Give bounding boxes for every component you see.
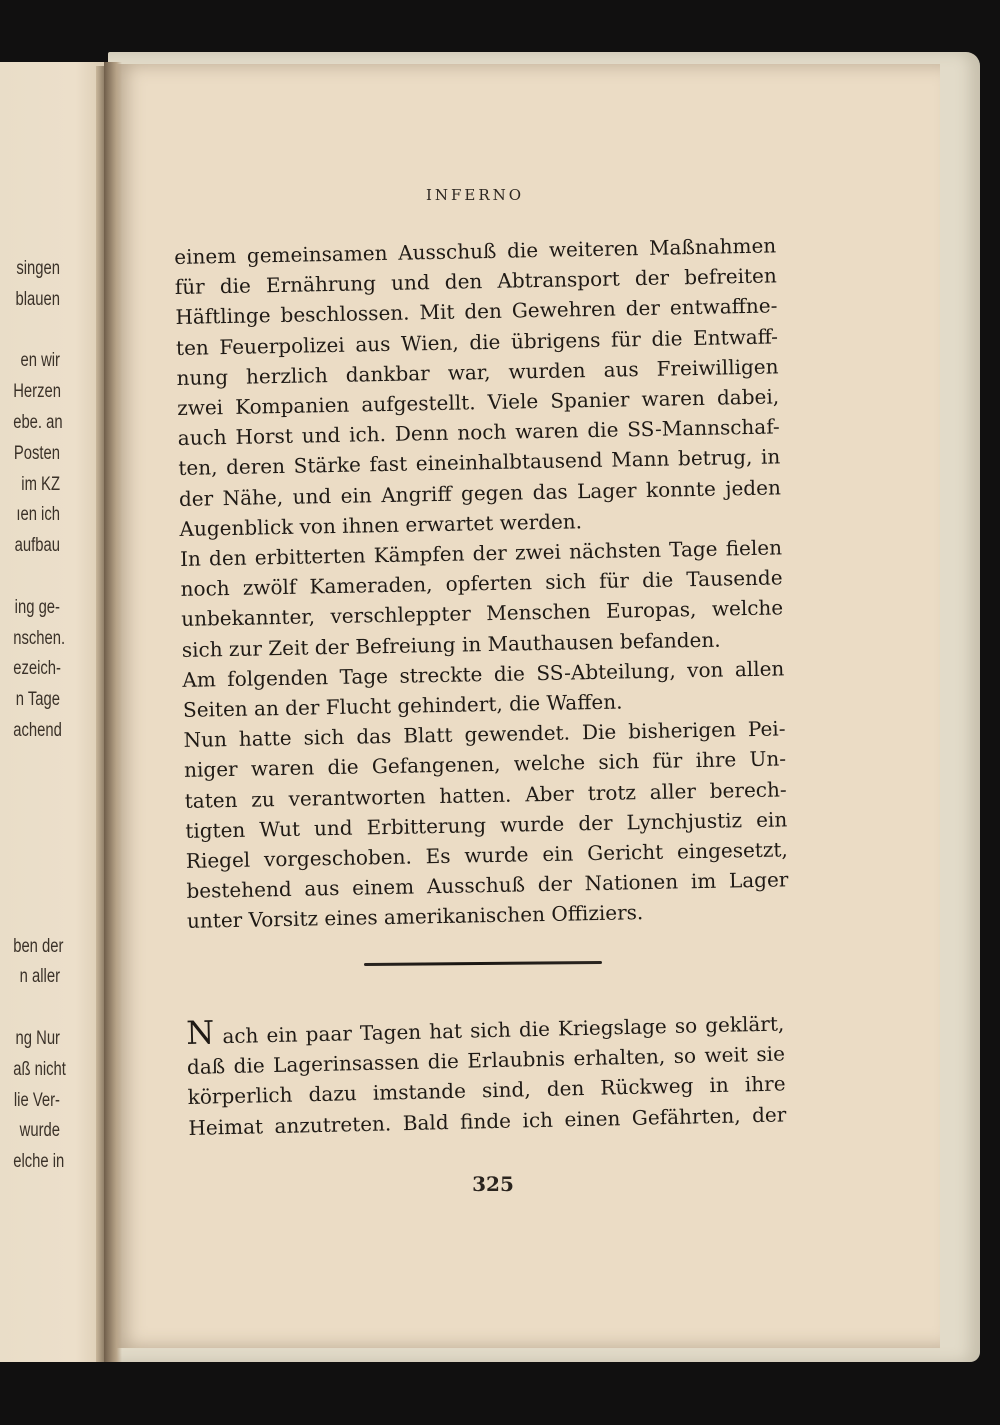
- text-line: tigten Wut und Erbitterung wurde der Lynchjustiz ein: [185, 807, 788, 843]
- left-page-line: ng Nur: [15, 1028, 61, 1049]
- left-page-line: Posten: [13, 442, 61, 464]
- text-line: sich zur Zeit der Befreiung in Mauthausen befanden.: [181, 627, 721, 662]
- paragraph: [174, 230, 782, 544]
- body-text: [174, 230, 789, 936]
- left-page-line: singen: [16, 258, 60, 279]
- left-page-line: aufbau: [14, 535, 61, 557]
- text-line: bestehend aus einem Ausschuß der Nationen im Lager: [186, 867, 789, 904]
- text-line: der Nähe, und ein Angriff gegen das Lager konnte jeden: [178, 475, 782, 511]
- text-line: ten Feuerpolizei aus Wien, die übrigens für die Entwaff-: [175, 324, 779, 360]
- paragraph: [187, 1039, 787, 1143]
- left-page-line: n Tage: [15, 689, 61, 711]
- paragraph: [180, 532, 784, 664]
- paragraph: [183, 714, 789, 937]
- left-page-line: lie Ver-: [13, 1089, 60, 1111]
- left-page-line: ebe. an: [13, 412, 63, 433]
- text-line: körperlich dazu imstande sind, den Rückweg in ihre: [187, 1071, 786, 1110]
- text-line: nung herzlich dankbar war, wurden aus Freiwilligen: [176, 354, 779, 390]
- text-line: noch zwölf Kameraden, opferten sich für die Tausende: [180, 565, 783, 602]
- text-line: Am folgenden Tage streckte die SS-Abteilung, von allen: [182, 656, 785, 692]
- text-line: Riegel vorgeschoben. Es wurde ein Gericht eingesetzt,: [185, 837, 789, 873]
- left-page-line: ing ge-: [14, 596, 60, 618]
- text-line: ten, deren Stärke fast eineinhalbtausend Mann betrug, in: [178, 444, 781, 481]
- text-line: taten zu verantworten hatten. Aber trotz aller berech-: [184, 776, 787, 813]
- text-line: Nun hatte sich das Blatt gewendet. Die bisherigen Pei-: [183, 716, 786, 753]
- left-page-line: ben der: [13, 935, 64, 957]
- text-line: Augenblick von ihnen erwartet werden.: [179, 509, 583, 541]
- text-line: unter Vorsitz eines amerikanischen Offiziers.: [186, 900, 644, 934]
- left-page-line: ezeich-: [13, 658, 61, 680]
- left-page-line: im KZ: [21, 473, 60, 495]
- text-line: daß die Lagerinsassen die Erlaubnis erhalten, so weit sie: [186, 1041, 786, 1080]
- left-page-line: n aller: [19, 966, 60, 988]
- text-line: unbekannter, verschleppter Menschen Europas, welche: [181, 595, 784, 632]
- text-line: Häftlinge beschlossen. Mit den Gewehren der entwaffne-: [175, 293, 778, 330]
- page-number: 325: [472, 1172, 514, 1196]
- left-page-line: achend: [13, 720, 62, 741]
- text-line: auch Horst und ich. Denn noch waren die SS-Mannschaf-: [177, 414, 780, 451]
- text-line: einem gemeinsamen Ausschuß die weiteren Maßnahmen: [174, 233, 777, 269]
- left-page-line: aß nicht: [13, 1058, 66, 1080]
- left-page-line: wurde: [19, 1120, 60, 1142]
- first-line-text: ach ein paar Tagen hat sich die Kriegslage so geklärt,: [222, 1011, 785, 1049]
- text-line: für die Ernährung und den Abtransport der befreiten: [174, 263, 777, 300]
- text-line: niger waren die Gefangenen, welche sich für ihre Un-: [183, 746, 787, 783]
- gutter-shadow: [104, 62, 122, 1362]
- left-page-line: nschen.: [13, 627, 66, 649]
- running-head: INFERNO: [425, 186, 525, 204]
- text-line: Heimat anzutreten. Bald finde ich einen Gefährten, der: [188, 1102, 787, 1140]
- text-line: In den erbitterten Kämpfen der zwei nächsten Tage fielen: [179, 535, 783, 571]
- text-line: zwei Kompanien aufgestellt. Viele Spanier waren dabei,: [176, 384, 780, 420]
- left-page-line: elche in: [13, 1151, 65, 1173]
- left-page-line: Herzen: [13, 381, 61, 403]
- left-page-line: ıen ich: [16, 504, 60, 526]
- drop-cap: N: [185, 1013, 215, 1052]
- left-page-line: en wir: [20, 350, 60, 372]
- section-text: [186, 1008, 787, 1142]
- text-line: Seiten an der Flucht gehindert, die Waffen.: [182, 689, 623, 722]
- left-page-line: blauen: [15, 288, 61, 310]
